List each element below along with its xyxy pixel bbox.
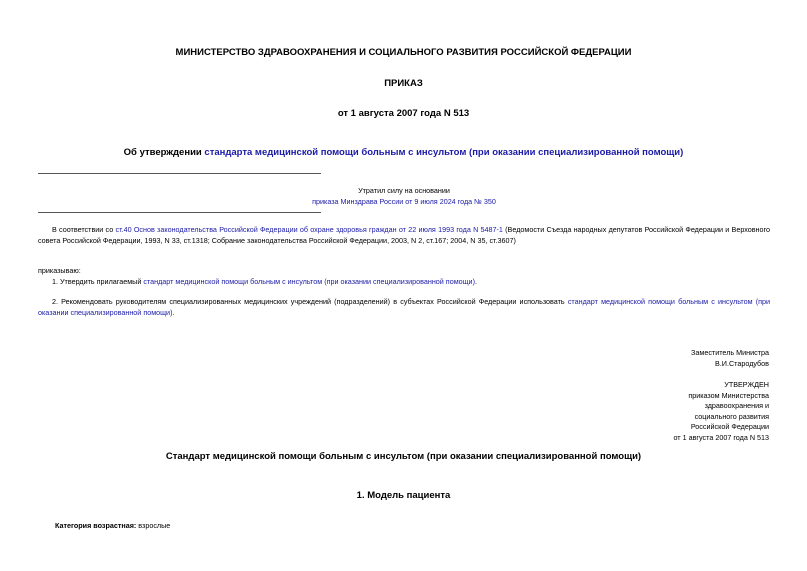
approval-line-2: приказом Министерства (688, 390, 769, 400)
signature-name: В.И.Стародубов (715, 358, 769, 368)
document-type: ПРИКАЗ (384, 78, 423, 89)
approval-line-5: Российской Федерации (690, 422, 769, 431)
document-title (0, 147, 807, 158)
order-item-1 (38, 276, 770, 287)
annulled-order-link[interactable]: приказа Минздрава России от 9 июля 2024 года № 350 (312, 197, 496, 206)
approval-line-3: здравоохранения и (704, 401, 769, 410)
order-item-2-end: . (172, 308, 175, 317)
document-date-number: от 1 августа 2007 года N 513 (337, 108, 470, 119)
order-item-1-text: 1. Утвердить прилагаемый (52, 277, 144, 286)
preamble-text-end: (Ведомости Съезда народных депутатов Российской Федерации и Верховного совета Российской Федерации, 1993, N 33, ст.1318; Собрание законодательства Российской Федерации, 2003, N 2, ст.167; 2004, N 35, ст.3607) (38, 225, 770, 245)
title-standard-link[interactable]: стандарта медицинской помощи больным с инсультом (при оказании специализированной помощи) (204, 147, 684, 158)
approval-line-4: социального развития (694, 411, 769, 421)
section-1-heading: 1. Модель пациента (356, 490, 451, 501)
age-category-label: Категория возрастная: (55, 521, 137, 530)
divider-bottom (38, 212, 321, 213)
age-category (55, 520, 170, 531)
approval-line-6: от 1 августа 2007 года N 513 (673, 432, 769, 442)
order-item-2 (38, 296, 770, 318)
order-item-1-end: . (474, 277, 477, 286)
order-label: приказываю: (38, 266, 81, 275)
order-item-2-link[interactable]: стандарт медицинской помощи больным с инсультом (при оказании специализированной помощи) (38, 297, 771, 317)
approval-block (673, 380, 769, 443)
preamble-paragraph (38, 224, 770, 246)
signature-position: Заместитель Министра (691, 348, 769, 357)
divider-top (38, 173, 321, 174)
standard-title: Стандарт медицинской помощи больным с инсультом (при оказании специализированной помощи) (165, 451, 642, 462)
preamble-text-start: В соответствии со (52, 225, 116, 234)
preamble-law-link[interactable]: ст.40 Основ законодательства Российской Федерации об охране здоровья граждан от 22 июля 1993 года N 5487-1 (115, 225, 503, 234)
approval-line-1: УТВЕРЖДЕН (724, 380, 769, 389)
order-item-1-link[interactable]: стандарт медицинской помощи больным с инсультом (при оказании специализированной помощи) (143, 277, 475, 286)
annulled-note (38, 185, 770, 207)
order-item-2-text: 2. Рекомендовать руководителям специализированных медицинских учреждений (подразделений) в субъектах Российской Федерации использовать (52, 297, 568, 306)
annulled-line: Утратил силу на основании (358, 186, 450, 195)
title-prefix: Об утверждении (123, 147, 205, 158)
signature-block (691, 348, 769, 369)
age-category-value: взрослые (136, 521, 171, 530)
ministry-title: МИНИСТЕРСТВО ЗДРАВООХРАНЕНИЯ И СОЦИАЛЬНОГО РАЗВИТИЯ РОССИЙСКОЙ ФЕДЕРАЦИИ (175, 47, 632, 58)
